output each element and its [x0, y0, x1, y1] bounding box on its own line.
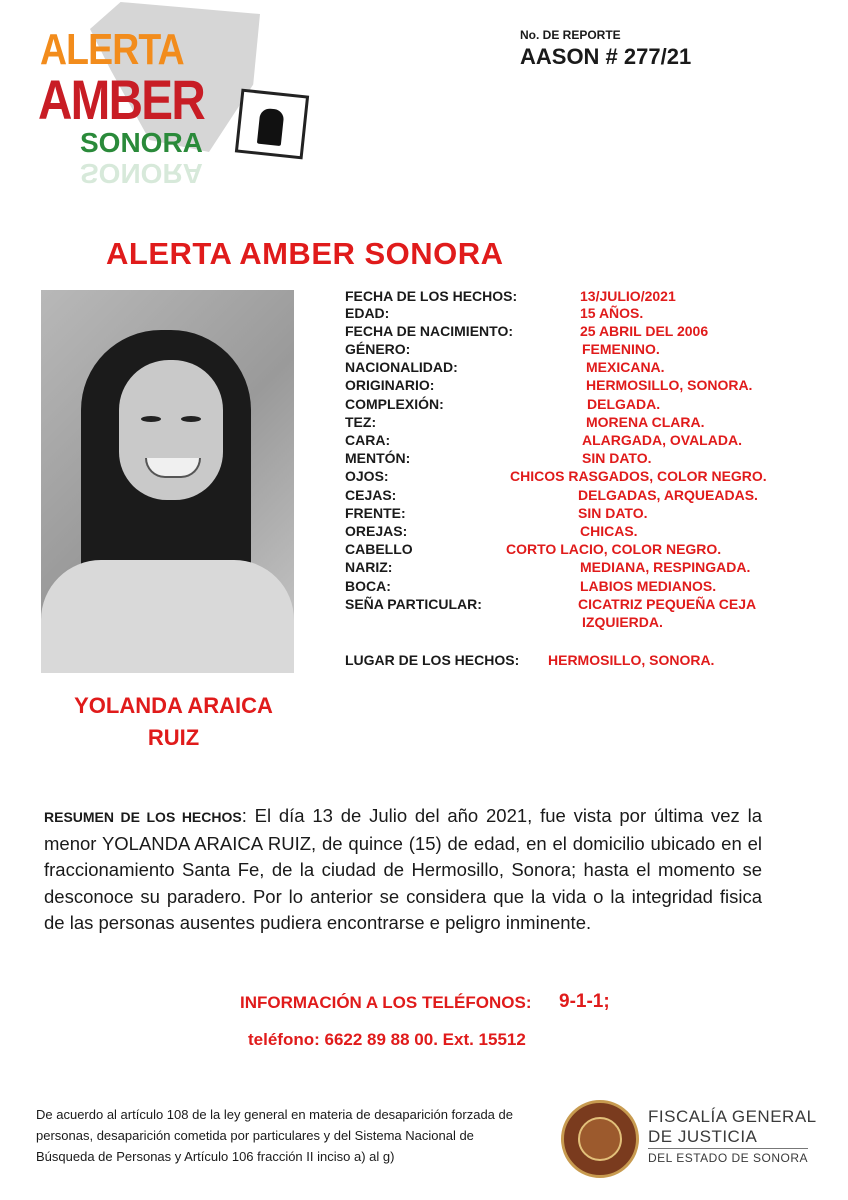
field-label: FRENTE: — [345, 505, 406, 521]
field-label: CARA: — [345, 432, 391, 448]
field-label: ORIGINARIO: — [345, 377, 435, 393]
missing-person-photo — [41, 290, 294, 673]
field-label: EDAD: — [345, 305, 390, 321]
logo-photo-icon — [235, 89, 309, 160]
field-value: CHICOS RASGADOS, COLOR NEGRO. — [510, 468, 767, 484]
place-value: HERMOSILLO, SONORA. — [548, 652, 715, 668]
field-value: FEMENINO. — [582, 341, 660, 357]
field-label: COMPLEXIÓN: — [345, 396, 444, 412]
fiscalia-seal-icon — [561, 1100, 639, 1178]
logo-word-amber: AMBER — [38, 68, 205, 131]
field-value: SIN DATO. — [582, 450, 652, 466]
person-name-line1: YOLANDA ARAICA — [74, 693, 273, 718]
field-value: ALARGADA, OVALADA. — [582, 432, 742, 448]
field-label: FECHA DE NACIMIENTO: — [345, 323, 513, 339]
field-value: 25 ABRIL DEL 2006 — [580, 323, 709, 339]
contact-heading: INFORMACIÓN A LOS TELÉFONOS: — [240, 993, 532, 1012]
alerta-amber-logo — [20, 0, 320, 200]
field-value: MEXICANA. — [586, 359, 665, 375]
field-value-continued: IZQUIERDA. — [582, 614, 663, 630]
field-value: MORENA CLARA. — [586, 414, 705, 430]
field-label: CEJAS: — [345, 487, 397, 503]
field-label: MENTÓN: — [345, 450, 411, 466]
logo-word-sonora: SONORA — [80, 127, 203, 158]
field-label: SEÑA PARTICULAR: — [345, 596, 482, 612]
field-value: HERMOSILLO, SONORA. — [586, 377, 753, 393]
agency-name-line3: DEL ESTADO DE SONORA — [648, 1148, 808, 1165]
field-label: OREJAS: — [345, 523, 408, 539]
field-value: MEDIANA, RESPINGADA. — [580, 559, 751, 575]
agency-name-line2: DE JUSTICIA — [648, 1127, 758, 1146]
page-title: ALERTA AMBER SONORA — [106, 236, 504, 271]
summary-paragraph — [44, 803, 762, 937]
field-label: FECHA DE LOS HECHOS: — [345, 288, 518, 304]
report-number-label: No. DE REPORTE — [520, 28, 621, 42]
field-value: DELGADA. — [587, 396, 661, 412]
summary-text: : El día 13 de Julio del año 2021, fue vista por última vez la menor YOLANDA ARAICA RUIZ, de quince (15) de edad, en el domicilio ubicado en el fraccionamiento Santa Fe, de la ciudad de Hermosillo, Sonora; hasta el momento se desconoce su paradero. Por lo anterior se considera que la vida o la integridad fisica de las personas ausentes pudiera encontrarse e peligro inminente. — [44, 805, 762, 933]
person-name — [41, 690, 306, 754]
logo-word-alerta: ALERTA — [40, 25, 184, 74]
field-label: GÉNERO: — [345, 341, 411, 357]
field-value: 13/JULIO/2021 — [580, 288, 676, 304]
field-value: 15 AÑOS. — [580, 305, 644, 321]
logo-word-sonora-reflection: SONORA — [80, 158, 203, 189]
field-label: BOCA: — [345, 578, 391, 594]
emergency-number: 9-1-1; — [559, 991, 610, 1012]
field-value: SIN DATO. — [578, 505, 648, 521]
field-label: CABELLO — [345, 541, 413, 557]
field-label: NACIONALIDAD: — [345, 359, 458, 375]
field-value: DELGADAS, ARQUEADAS. — [578, 487, 758, 503]
contact-phone: teléfono: 6622 89 88 00. Ext. 15512 — [248, 1030, 526, 1049]
field-value: CHICAS. — [580, 523, 638, 539]
field-label: NARIZ: — [345, 559, 393, 575]
field-label: OJOS: — [345, 468, 389, 484]
person-name-line2: RUIZ — [147, 725, 200, 750]
field-value: CICATRIZ PEQUEÑA CEJA — [578, 596, 757, 612]
field-value: CORTO LACIO, COLOR NEGRO. — [506, 541, 722, 557]
summary-label: RESUMEN DE LOS HECHOS — [44, 809, 242, 825]
legal-note: De acuerdo al artículo 108 de la ley general en materia de desaparición forzada de personas, desaparición cometida por particulares y del Sistema Nacional de Búsqueda de Personas y Artículo 106 fracción II inciso a) al g) — [36, 1107, 513, 1164]
report-number: AASON # 277/21 — [520, 44, 692, 69]
agency-name-line1: FISCALÍA GENERAL — [648, 1107, 817, 1126]
field-value: LABIOS MEDIANOS. — [580, 578, 717, 594]
place-label: LUGAR DE LOS HECHOS: — [345, 652, 520, 668]
field-label: TEZ: — [345, 414, 377, 430]
